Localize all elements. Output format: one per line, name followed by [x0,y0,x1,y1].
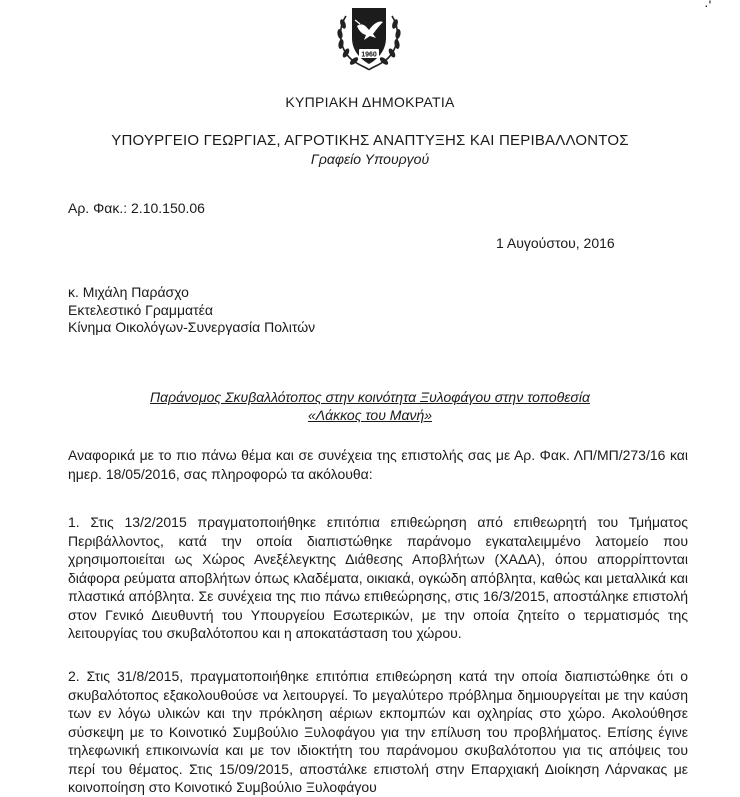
intro-paragraph: Αναφορικά με το πιο πάνω θέμα και σε συνέχεια της επιστολής σας με Αρ. Φακ. ΛΠ/ΜΠ/273/16 και ημερ. 18/05/2016, σας πληροφορώ τα ακόλουθα: [68,447,688,482]
coat-of-arms-emblem [326,4,412,74]
subject-text-2: «Λάκκος του Μανή» [307,407,433,423]
ministry-heading: ΥΠΟΥΡΓΕΙΟ ΓΕΩΡΓΙΑΣ, ΑΓΡΟΤΙΚΗΣ ΑΝΑΠΤΥΞΗΣ ΚΑΙ ΠΕΡΙΒΑΛΛΟΝΤΟΣ [111,132,629,149]
subject-line-1 [0,389,740,405]
office-subheading: Γραφείο Υπουργού [310,151,430,167]
emblem-year: 1960 [361,51,377,59]
letter-date: 1 Αυγούστου, 2016 [496,235,615,251]
subject-text-1: Παράνομος Σκυβαλλότοπος στην κοινότητα Ξυλοφάγου στην τοποθεσία [150,389,590,405]
corner-mark: ·' [704,0,712,13]
paragraph-2: 2. Στις 31/8/2015, πραγματοποιήθηκε επιτόπια επιθεώρηση κατά την οποία διαπιστώθηκε ότι ο σκυβαλότοπος εξακολουθούσε να λειτουργεί. Το μεγαλύτερο πρόβλημα δημιουργείται με την καύση των εν λόγω υλικών και την πρόκληση αέριων εκπομπών και οχληρίας στο χώρο. Ακολούθησε σύσκεψη με το Κοινοτικό Συμβούλιο Ξυλοφάγου για την επίλυση του προβλήματος. Επίσης έγινε τηλεφωνική επικοινωνία και με τον ιδιοκτήτη του παράνομου σκυβαλότοπου για τις απόψεις του περί του θέματος. Στις 15/09/2015, αποστάλκε επιστολή στην Επαρχιακή Διοίκηση Λάρνακας με κοινοποίηση στο Κοινοτικό Συμβούλιο Ξυλοφάγου [68,668,688,795]
recipient-title: Εκτελεστικό Γραμματέα [68,302,213,318]
recipient-name: κ. Μιχάλη Παράσχο [68,284,189,300]
paragraph-1: 1. Στις 13/2/2015 πραγματοποιήθηκε επιτόπια επιθεώρηση από επιθεωρητή του Τμήματος Περιβάλλοντος, κατά την οποία διαπιστώθηκε παράνομο εγκαταλειμμένο λατομείο που χρησιμοποιείται ως Χώρος Ανεξέλεγκτης Διάθεσης Αποβλήτων (ΧΑΔΑ), όπου απορρίπτονται διάφορα ρεύματα αποβλήτων όπως κλαδέματα, οικιακά, ογκώδη απόβλητα, καθώς και μεταλλικά και πλαστικά απόβλητα. Σε συνέχεια της πιο πάνω επιθεώρησης, στις 16/3/2015, αποστάληκε επιστολή στον Γενικό Διευθυντή του Υπουργείου Εσωτερικών, με την οποία ζητείτο ο τερματισμός της λειτουργίας του σκυβαλότοπου και η αποκατάσταση του χώρου. [68,514,688,641]
file-reference: Αρ. Φακ.: 2.10.150.06 [68,200,205,216]
recipient-organization: Κίνημα Οικολόγων-Συνεργασία Πολιτών [68,319,316,335]
republic-heading: ΚΥΠΡΙΑΚΗ ΔΗΜΟΚΡΑΤΙΑ [285,94,455,110]
subject-line-2 [0,407,740,423]
